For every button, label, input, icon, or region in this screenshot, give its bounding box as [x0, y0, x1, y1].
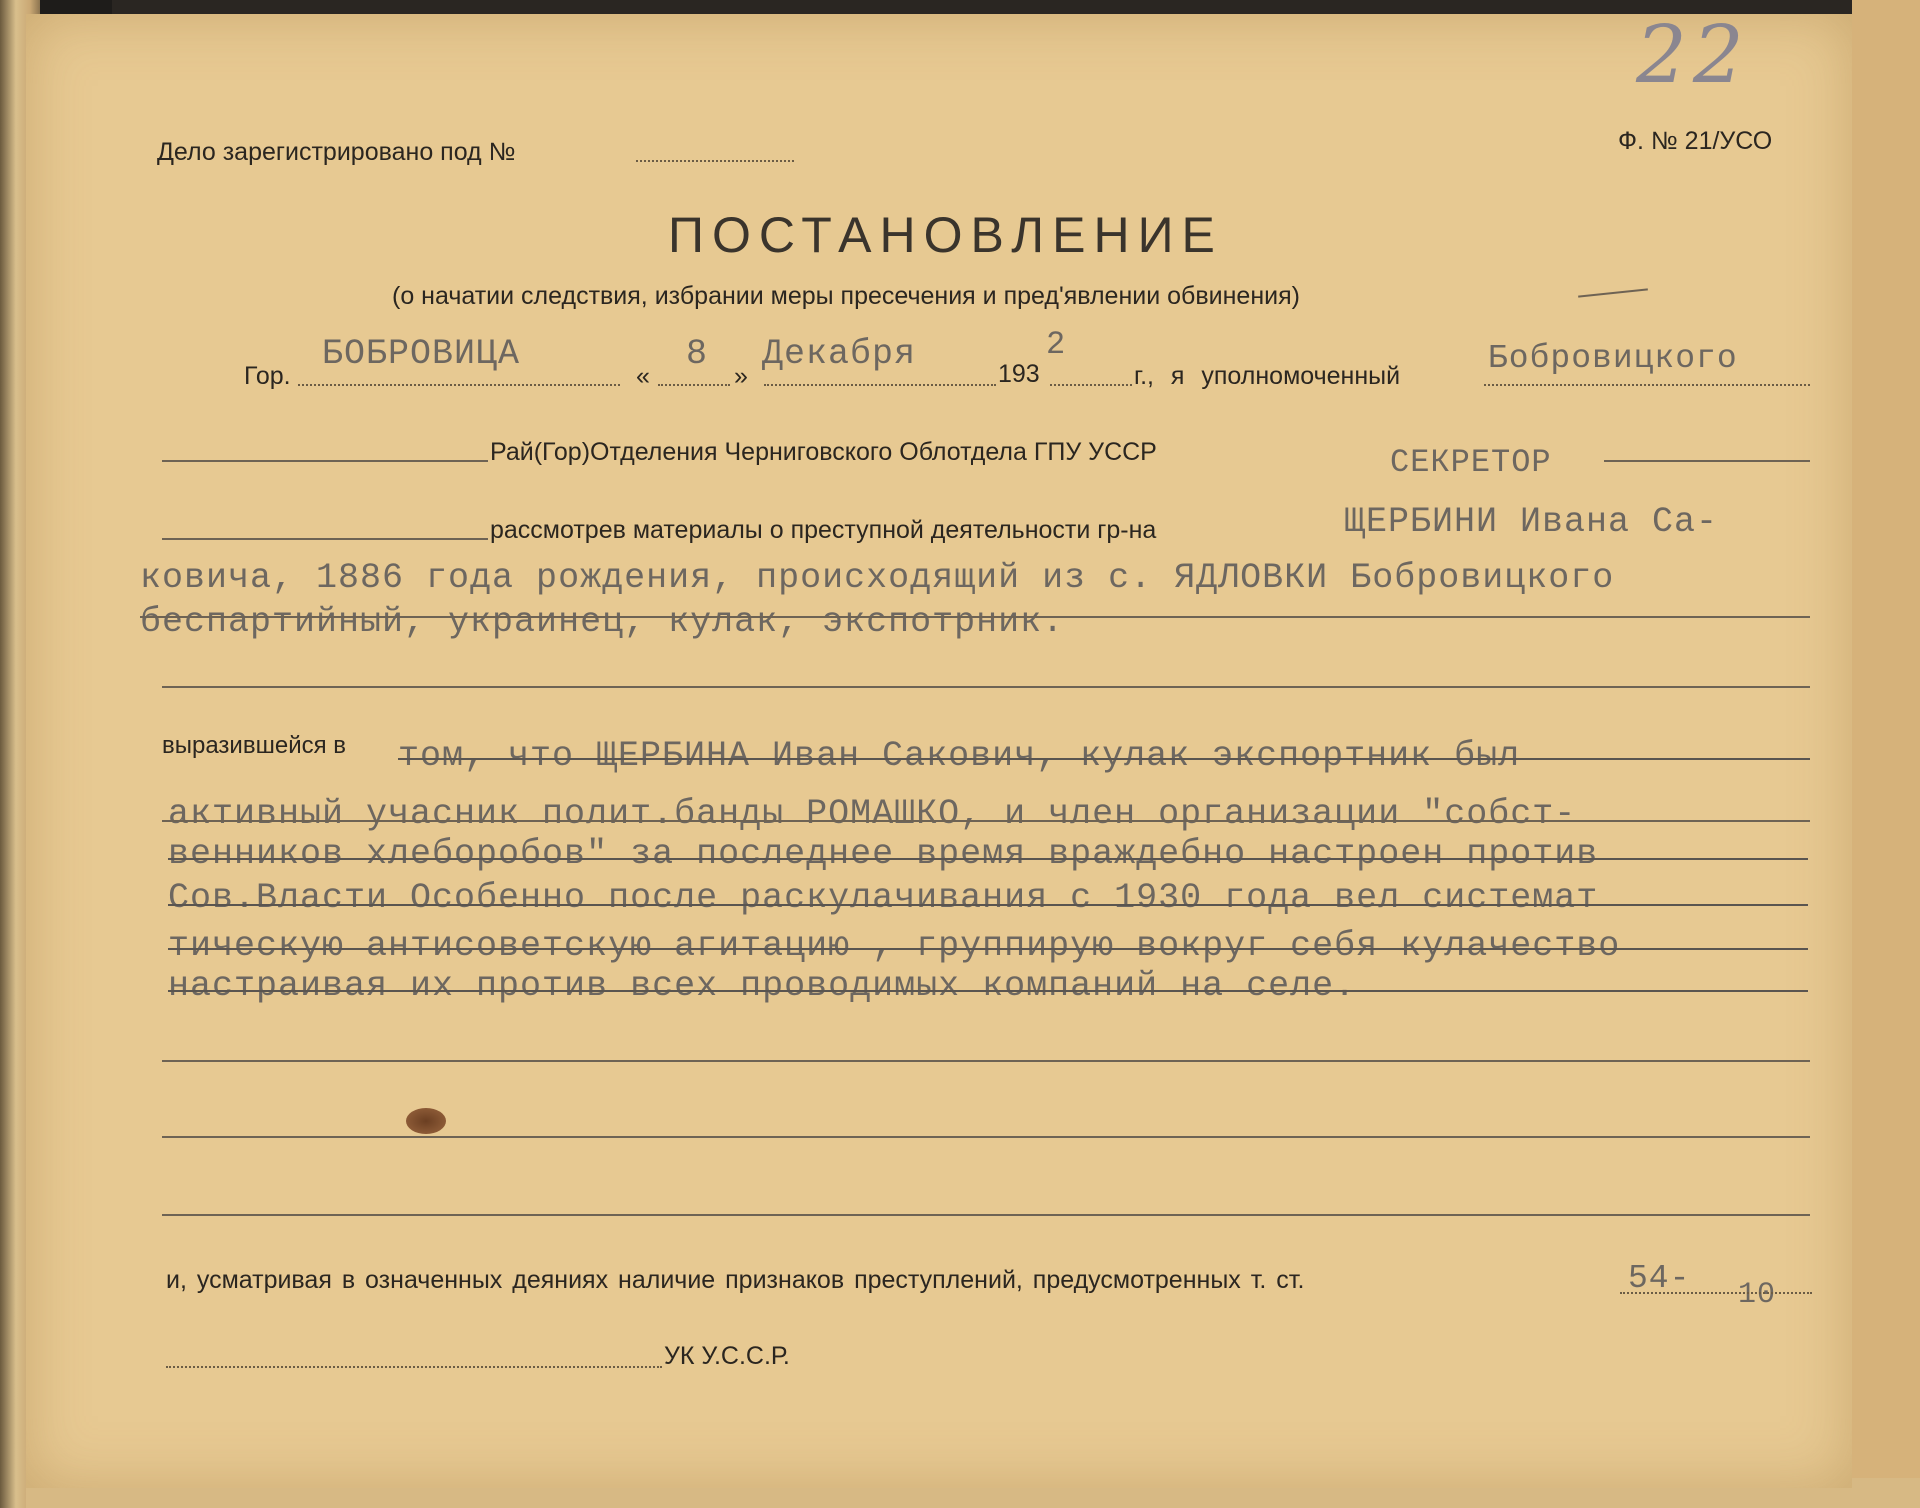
article-line: [1620, 1292, 1812, 1294]
accusation-line-6: настраивая их против всех проводимых компаний на селе.: [168, 966, 1357, 1006]
line2-right-rule: [1604, 460, 1810, 462]
accusation-line-3: венников хлеборобов" за последнее время враждебно настроен против: [168, 834, 1599, 874]
strike-line-3: [168, 858, 1808, 860]
city-line: [298, 384, 620, 386]
accusation-line-4: Сов.Власти Особенно после раскулачивания с 1930 года вел системат: [168, 878, 1599, 918]
blank-rule-1: [162, 1060, 1810, 1062]
accusation-rule-2: [162, 820, 1810, 822]
accusation-line-1: том, что ЩЕРБИНА Иван Сакович, кулак экспортник был: [398, 736, 1521, 776]
person-details-line-2: беспартийный, украинец, кулак, экспотрник.: [140, 602, 1065, 642]
strike-line-6: [168, 990, 1808, 992]
day-value: 8: [686, 334, 709, 374]
city-value: БОБРОВИЦА: [322, 334, 521, 374]
accused-name: ЩЕРБИНИ Ивана Са-: [1344, 502, 1719, 542]
city-label: Гор.: [244, 362, 291, 390]
day-line: [658, 384, 730, 386]
strike-line-5: [168, 948, 1808, 950]
criminal-code: УК У.С.С.Р.: [664, 1342, 790, 1370]
paper-edge-right: [1852, 0, 1920, 1508]
materials-label: рассмотрев материалы о преступной деятельности гр-на: [490, 516, 1157, 544]
document-title: ПОСТАНОВЛЕНИЕ: [668, 207, 1223, 263]
blank-rule-3: [162, 1214, 1810, 1216]
month-value: Декабря: [762, 334, 917, 374]
accusation-line-5: тическую антисоветскую агитацию , группирую вокруг себя кулачество: [168, 926, 1621, 966]
case-number-line: [636, 160, 794, 162]
authority-label: г., я уполномоченный: [1134, 362, 1401, 390]
year-prefix: 193: [998, 360, 1040, 388]
strike-line-1: [398, 758, 1810, 760]
footer-statement: и, усматривая в означенных деяниях наличие признаков преступлений, предусмотренных т. ст.: [166, 1266, 1305, 1294]
person-details-rule-2: [162, 686, 1810, 688]
authority-line: [1484, 384, 1810, 386]
year-line: [1050, 384, 1132, 386]
accusation-line-2: активный учасник полит.банды РОМАШКО, и член организации "собст-: [168, 794, 1577, 834]
person-details-line-1: ковича, 1886 года рождения, происходящий из с. ЯДЛОВКИ Бобровицкого: [140, 558, 1615, 598]
department-label: Рай(Гор)Отделения Черниговского Облотдела ГПУ УССР: [490, 438, 1157, 466]
article-subsection: 10: [1738, 1278, 1777, 1312]
line3-left-rule: [162, 538, 488, 540]
blank-rule-2: [162, 1136, 1810, 1138]
person-details-rule-1: [140, 616, 1810, 618]
code-line: [166, 1366, 662, 1368]
article-number: 54-: [1628, 1260, 1691, 1297]
expressed-in-label: выразившейся в: [162, 732, 347, 759]
year-suffix: 2: [1046, 326, 1067, 363]
quote-close: »: [734, 362, 748, 390]
page-number: 22: [1636, 8, 1750, 101]
position-value: СЕКРЕТОР: [1390, 444, 1552, 481]
line2-left-rule: [162, 460, 488, 462]
month-line: [764, 384, 996, 386]
document-subtitle: (о начатии следствия, избрании меры пресечения и пред'явлении обвинения): [392, 282, 1300, 310]
quote-open: «: [636, 362, 650, 390]
case-registered-label: Дело зарегистрировано под №: [157, 138, 516, 166]
strike-line-4: [168, 904, 1808, 906]
authority-value: Бобровицкого: [1488, 340, 1738, 377]
ink-stain: [406, 1108, 446, 1134]
form-number: Ф. № 21/УСО: [1618, 127, 1773, 155]
